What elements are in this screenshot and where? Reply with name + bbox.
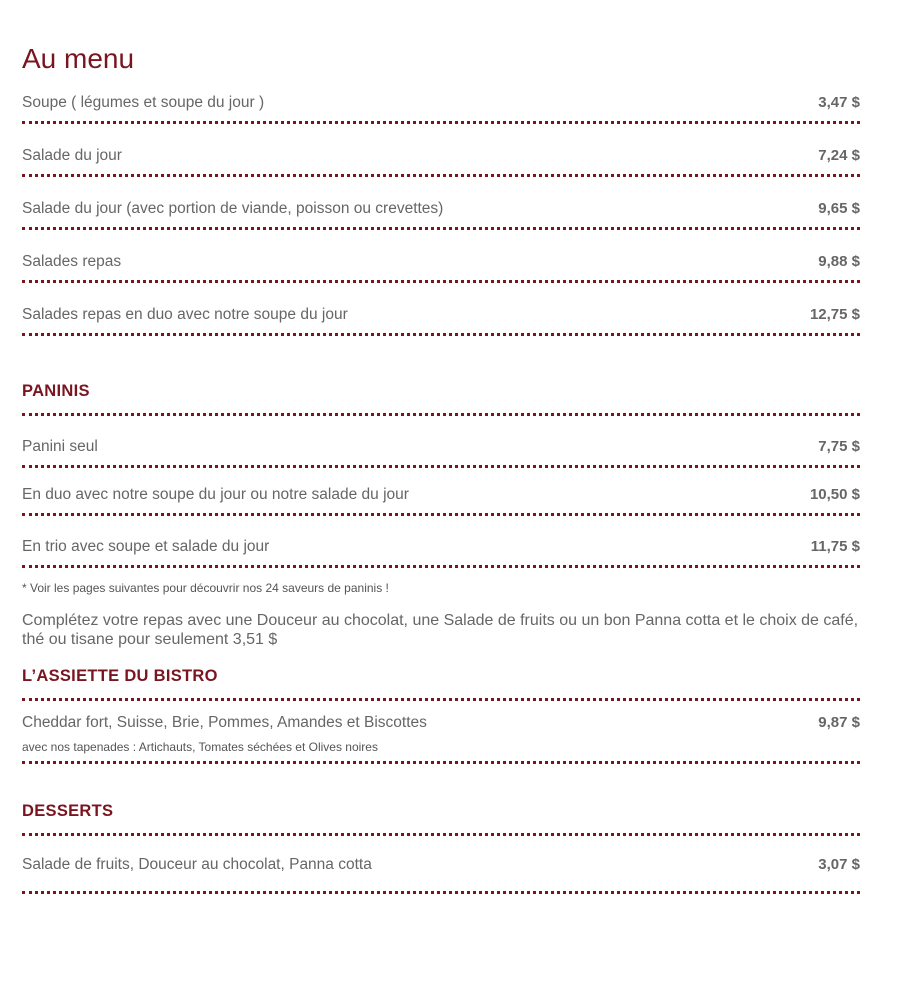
item-name: Cheddar fort, Suisse, Brie, Pommes, Amandes et Biscottes [22, 714, 427, 731]
menu-item [22, 516, 860, 568]
menu-item [22, 283, 860, 336]
item-name: Salade du jour (avec portion de viande, poisson ou crevettes) [22, 200, 444, 217]
item-name: Panini seul [22, 438, 98, 455]
item-name: Salade de fruits, Douceur au chocolat, Panna cotta [22, 856, 372, 873]
section-title-desserts: DESSERTS [22, 802, 860, 836]
item-name: En duo avec notre soupe du jour ou notre salade du jour [22, 486, 409, 503]
item-description: avec nos tapenades : Artichauts, Tomates séchées et Olives noires [22, 740, 378, 754]
item-name: Salades repas en duo avec notre soupe du jour [22, 306, 348, 323]
item-price: 9,88 $ [818, 253, 860, 270]
section-title-assiette: L’ASSIETTE DU BISTRO [22, 667, 860, 701]
paninis-note: * Voir les pages suivantes pour découvrir nos 24 saveurs de paninis ! [22, 581, 389, 595]
menu-item [22, 416, 860, 468]
paninis-list [22, 416, 860, 568]
menu-item [22, 230, 860, 283]
item-price: 10,50 $ [809, 486, 860, 503]
item-name: Salade du jour [22, 147, 122, 164]
page-title: Au menu [22, 43, 135, 74]
assiette-section [22, 667, 860, 764]
item-price: 11,75 $ [810, 538, 860, 555]
desserts-section [22, 802, 860, 894]
menu-item [22, 124, 860, 177]
item-price: 7,24 $ [818, 147, 860, 164]
item-name: Soupe ( légumes et soupe du jour ) [22, 94, 265, 111]
menu-item [22, 468, 860, 516]
section-title-paninis: PANINIS [22, 382, 860, 416]
menu-item [22, 78, 860, 124]
promo-text: Complétez votre repas avec une Douceur au chocolat, une Salade de fruits ou un bon Panna cotta et le choix de café, thé ou tisane pour seulement 3,51 $ [22, 612, 859, 648]
menu-item [22, 836, 860, 894]
item-price: 3,47 $ [818, 94, 860, 111]
item-name: Salades repas [22, 253, 122, 270]
main-menu-list [22, 78, 860, 336]
item-price: 7,75 $ [818, 438, 860, 455]
menu-item [22, 177, 860, 230]
paninis-section [22, 382, 860, 595]
item-price: 3,07 $ [818, 856, 860, 873]
menu-item [22, 701, 860, 764]
item-price: 9,65 $ [818, 200, 860, 217]
item-price: 12,75 $ [809, 306, 860, 323]
item-price: 9,87 $ [818, 714, 860, 731]
item-name: En trio avec soupe et salade du jour [22, 538, 270, 555]
